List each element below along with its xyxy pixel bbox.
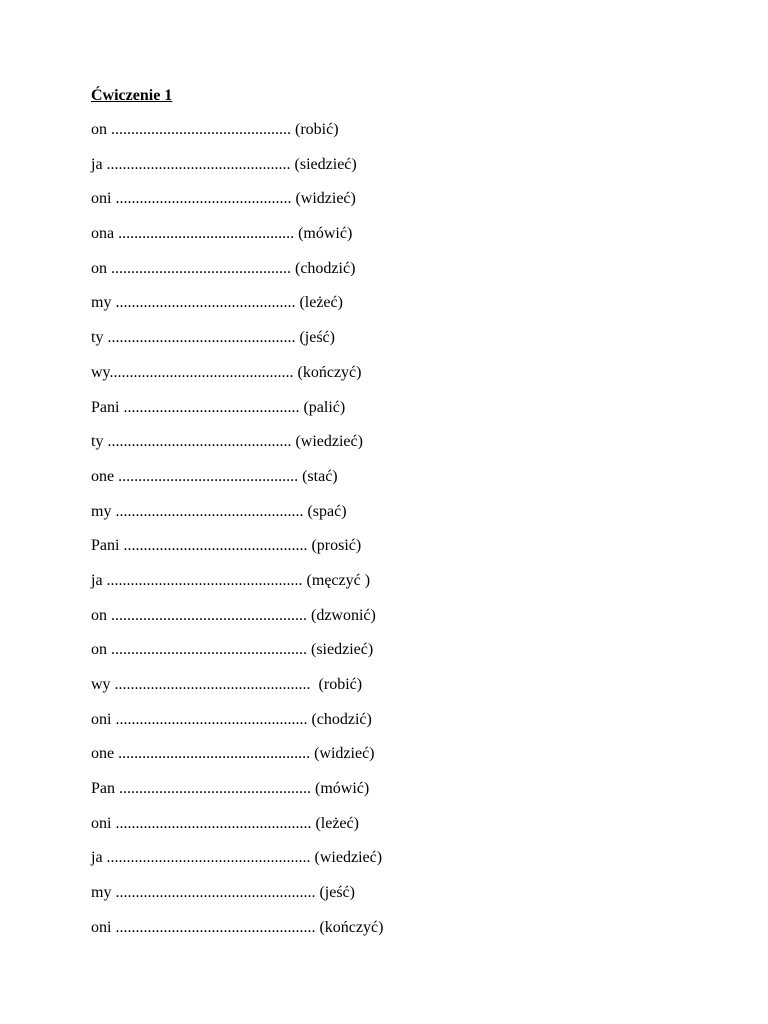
exercise-line: ona ............................................ (mówić) (91, 225, 353, 243)
exercise-line: oni ................................................. (leżeć) (91, 814, 359, 832)
exercise-line: wy.............................................. (kończyć) (91, 363, 362, 381)
exercise-line: Pani .............................................. (prosić) (91, 537, 362, 555)
exercise-line: on ................................................. (siedzieć) (91, 641, 374, 659)
exercise-line: ja ................................................. (męczyć ) (91, 571, 371, 589)
exercise-line: my ............................................. (leżeć) (91, 294, 343, 312)
exercise-list (91, 119, 383, 952)
exercise-line: on ................................................. (dzwonić) (91, 606, 376, 624)
exercise-line: one ................................................ (widzieć) (91, 745, 375, 763)
exercise-line: Pani ............................................ (palić) (91, 398, 346, 416)
exercise-line: wy ................................................. (robić) (91, 676, 363, 693)
exercise-line: on ............................................. (chodzić) (91, 259, 356, 277)
exercise-line: oni ............................................ (widzieć) (91, 190, 356, 208)
exercise-line: oni ................................................ (chodzić) (91, 710, 372, 728)
exercise-line: ty .............................................. (wiedzieć) (91, 433, 363, 451)
exercise-line: my .................................................. (jeść) (91, 884, 355, 902)
exercise-line: my ............................................... (spać) (91, 502, 347, 520)
exercise-line: oni .................................................. (kończyć) (91, 918, 384, 936)
exercise-line: ty ............................................... (jeść) (91, 329, 335, 347)
exercise-line: one ............................................. (stać) (91, 467, 338, 485)
exercise-line: Pan ................................................ (mówić) (91, 780, 370, 798)
exercise-line: ja ................................................... (wiedzieć) (91, 849, 383, 867)
exercise-line: on ............................................. (robić) (91, 121, 339, 138)
exercise-title: Ćwiczenie 1 (91, 87, 173, 104)
exercise-line: ja .............................................. (siedzieć) (91, 155, 357, 173)
